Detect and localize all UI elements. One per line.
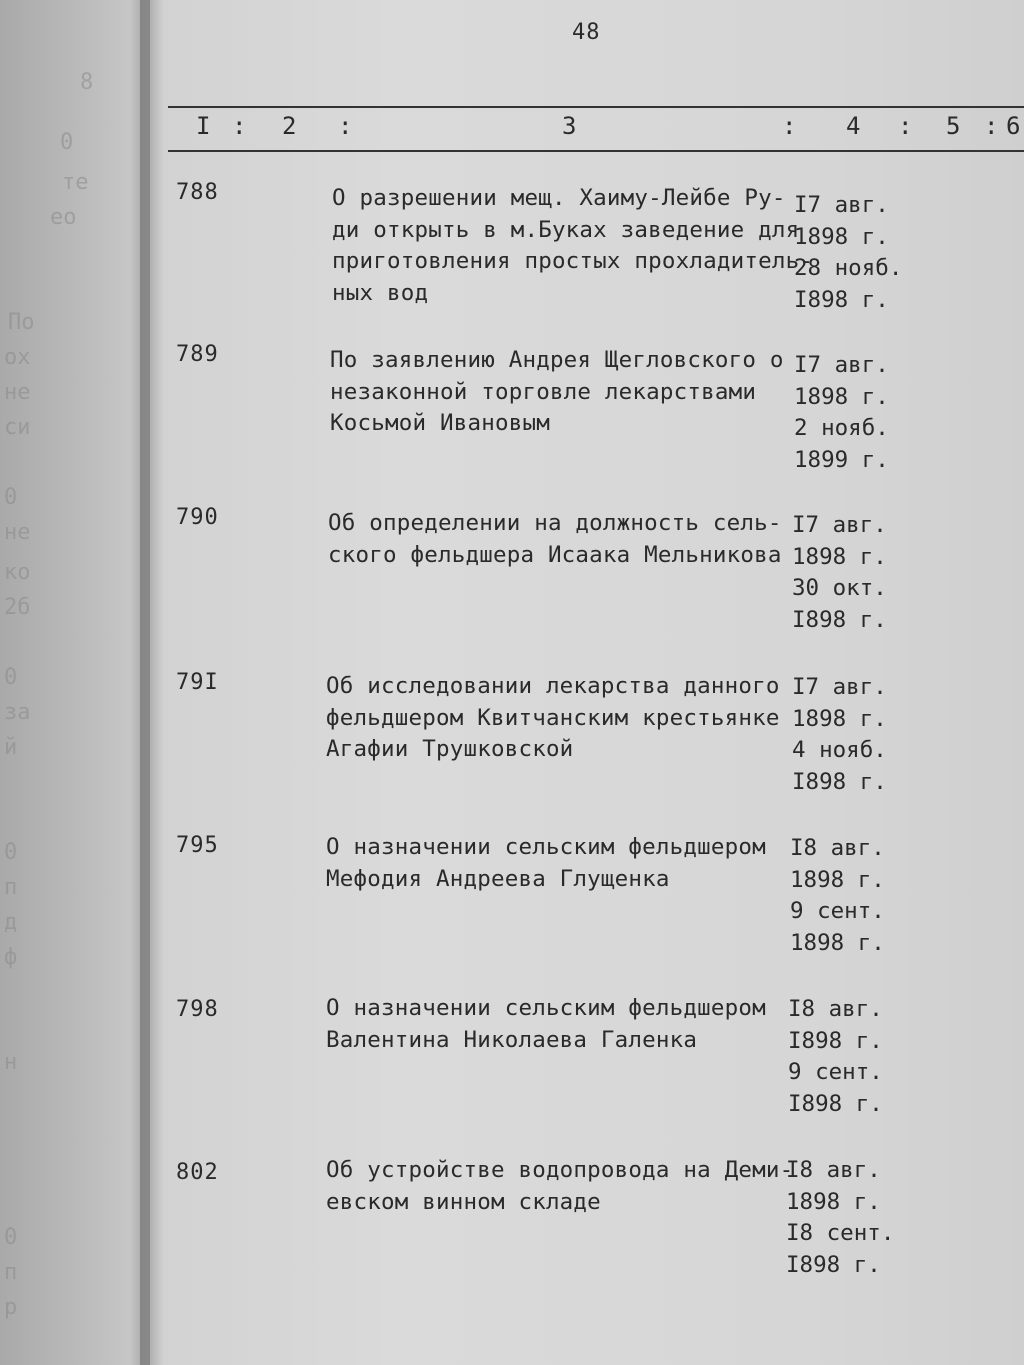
entry-date-line: I898 г.: [792, 768, 887, 795]
entry-date-line: 1898 г.: [794, 223, 889, 250]
entry-date-line: 1898 г.: [792, 543, 887, 570]
prev-page-fragment: ко: [4, 560, 31, 585]
entry-date-line: I8 авг.: [786, 1157, 881, 1183]
prev-page-fragment: д: [4, 910, 18, 935]
entry-text-line: О назначении сельским фельдшером: [326, 995, 766, 1021]
prev-page-fragment: 2б: [4, 595, 31, 620]
prev-page-fragment: 8: [80, 70, 94, 95]
header-top-rule: [168, 106, 1024, 108]
prev-page-fragment: 0: [4, 1225, 18, 1250]
entry-description: [328, 508, 793, 571]
entry-date-line: 1898 г.: [792, 705, 887, 732]
entry-date-line: I898 г.: [786, 1251, 881, 1278]
entry-date-line: 30 окт.: [792, 575, 887, 601]
entry-dates: [794, 190, 914, 316]
prev-page-fragment: п: [4, 875, 18, 900]
entry-text-line: незаконной торговле лекарствами: [330, 378, 757, 405]
entry-date-line: I898 г.: [788, 1090, 883, 1117]
entry-text-line: Об исследовании лекарства данного: [326, 673, 780, 699]
entry-dates: [792, 672, 912, 798]
entry-date-line: 1898 г.: [786, 1188, 881, 1215]
entry-description: [326, 993, 791, 1056]
page-number: 48: [572, 20, 601, 45]
entry-description: [330, 345, 795, 440]
entry-text-line: Валентина Николаева Галенка: [326, 1026, 698, 1053]
entry-date-line: I7 авг.: [794, 352, 889, 378]
entry-date-line: I898 г.: [788, 1027, 883, 1054]
entry-date-line: 28 нояб.: [794, 255, 903, 281]
entry-number: 79I: [176, 670, 219, 695]
entry-dates: [792, 510, 912, 636]
column-separator: :: [232, 112, 247, 140]
column-separator: :: [338, 112, 353, 140]
entry-date-line: 1898 г.: [790, 866, 885, 893]
prev-page-fragment: те: [62, 170, 89, 195]
prev-page-fragment: 0: [4, 665, 18, 690]
column-header-6: 6: [1006, 112, 1021, 140]
entry-dates: [788, 994, 908, 1120]
entry-text-line: Об определении на должность сель-: [328, 510, 782, 536]
entry-number: 798: [176, 997, 219, 1022]
entry-date-line: I7 авг.: [794, 192, 889, 218]
entry-text-line: Агафии Трушковской: [326, 736, 574, 762]
entry-date-line: I8 авг.: [788, 996, 883, 1022]
prev-page-fragment: р: [4, 1295, 18, 1320]
prev-page-fragment: за: [4, 700, 31, 725]
entry-text-line: Мефодия Андреева Глущенка: [326, 865, 670, 892]
prev-page-fragment: ох: [4, 345, 31, 370]
prev-page-fragment: п: [4, 1260, 18, 1285]
entry-number: 790: [176, 505, 219, 530]
entry-text-line: О разрешении мещ. Хаиму-Лейбе Ру-: [332, 185, 786, 211]
entry-date-line: 9 сент.: [788, 1059, 883, 1085]
entry-text-line: О назначении сельским фельдшером: [326, 834, 766, 860]
entry-description: [326, 1155, 794, 1218]
entry-date-line: 9 сент.: [790, 898, 885, 924]
prev-page-fragment: По: [8, 310, 35, 335]
previous-page-edge: [0, 0, 150, 1365]
column-header-5: 5: [946, 112, 961, 140]
entry-description: [326, 832, 791, 895]
entry-date-line: I8 авг.: [790, 835, 885, 861]
prev-page-fragment: си: [4, 415, 31, 440]
entry-description: [326, 671, 791, 766]
prev-page-fragment: ео: [50, 205, 77, 230]
entry-text-line: ского фельдшера Исаака Мельникова: [328, 541, 782, 568]
entry-text-line: Об устройстве водопровода на Деми-: [326, 1157, 794, 1183]
prev-page-fragment: н: [4, 1050, 18, 1075]
entry-text-line: фельдшером Квитчанским крестьянке: [326, 704, 780, 731]
header-bottom-rule: [168, 150, 1024, 152]
entry-description: [332, 183, 814, 309]
entry-text-line: ди открыть в м.Буках заведение для: [332, 216, 800, 243]
entry-number: 795: [176, 833, 219, 858]
entry-date-line: I898 г.: [794, 286, 889, 313]
entry-date-line: I898 г.: [792, 606, 887, 633]
prev-page-fragment: не: [4, 380, 31, 405]
column-separator: :: [782, 112, 797, 140]
entry-dates: [794, 350, 914, 476]
column-separator: :: [898, 112, 913, 140]
entry-number: 802: [176, 1160, 219, 1185]
entry-text-line: По заявлению Андрея Щегловского о: [330, 347, 784, 373]
entry-date-line: 1898 г.: [790, 929, 885, 956]
page-gutter-shadow: [140, 0, 164, 1365]
entry-text-line: Косьмой Ивановым: [330, 410, 550, 436]
entry-date-line: I7 авг.: [792, 512, 887, 538]
entry-dates: [790, 833, 910, 959]
entry-text-line: приготовления простых прохладитель-: [332, 248, 814, 274]
entry-date-line: 1899 г.: [794, 446, 889, 473]
prev-page-fragment: ф: [4, 945, 18, 970]
entry-date-line: I8 сент.: [786, 1220, 895, 1246]
prev-page-fragment: 0: [60, 130, 74, 155]
entry-dates: [786, 1155, 906, 1281]
prev-page-fragment: не: [4, 520, 31, 545]
entry-text-line: ных вод: [332, 279, 429, 306]
entry-text-line: евском винном складе: [326, 1188, 601, 1215]
column-header-1: I: [196, 112, 211, 140]
column-header-2: 2: [282, 112, 297, 140]
column-header-3: 3: [562, 112, 577, 140]
entry-number: 788: [176, 180, 219, 205]
column-separator: :: [984, 112, 999, 140]
entry-date-line: I7 авг.: [792, 674, 887, 700]
entry-date-line: 4 нояб.: [792, 737, 887, 763]
entry-date-line: 1898 г.: [794, 383, 889, 410]
prev-page-fragment: й: [4, 735, 18, 760]
column-header-4: 4: [846, 112, 861, 140]
prev-page-fragment: 0: [4, 485, 18, 510]
entry-number: 789: [176, 342, 219, 367]
entry-date-line: 2 нояб.: [794, 415, 889, 441]
prev-page-fragment: 0: [4, 840, 18, 865]
